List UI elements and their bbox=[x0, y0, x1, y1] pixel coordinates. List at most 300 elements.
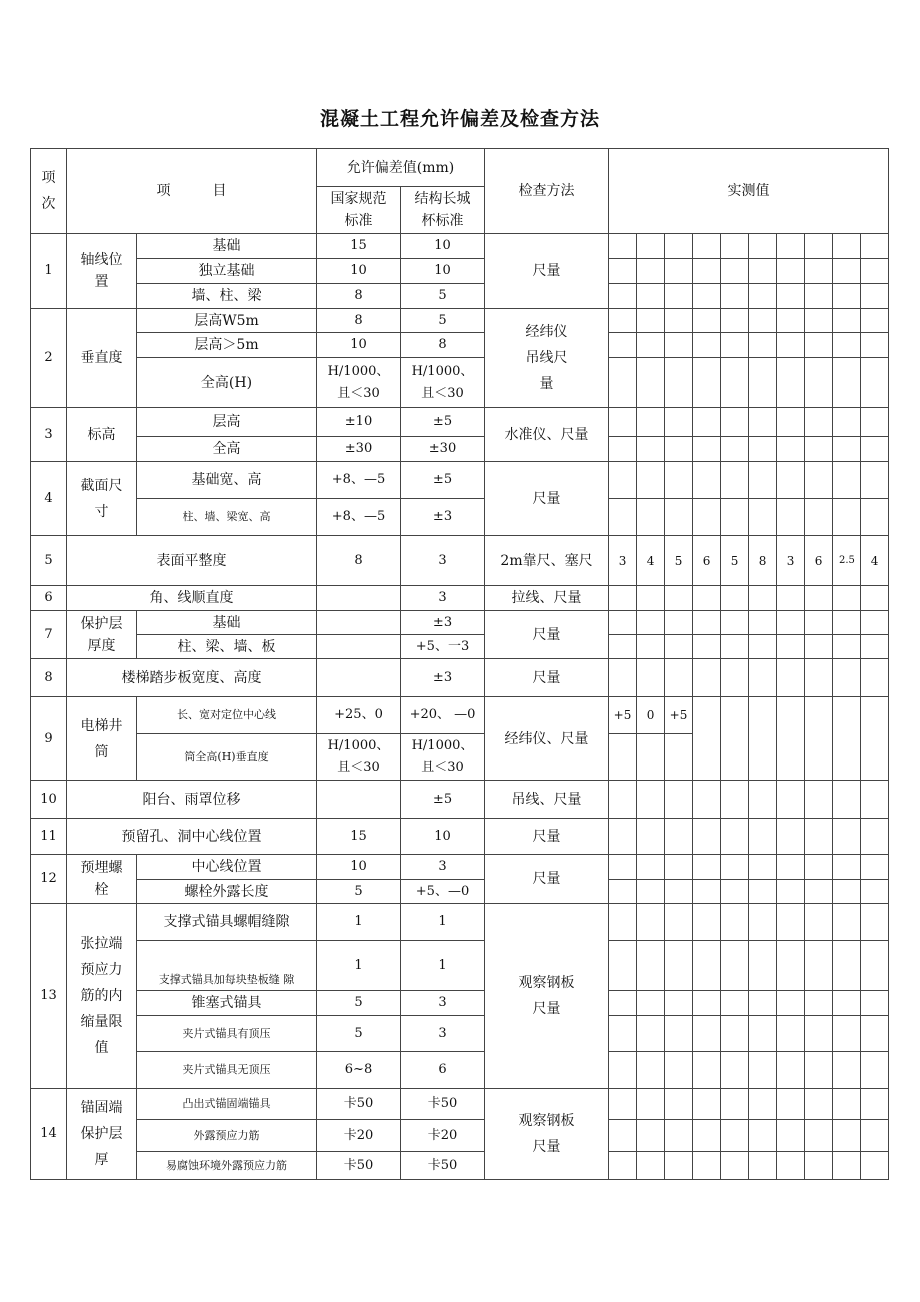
row-2-sub-1-company: 5 bbox=[401, 309, 485, 333]
measured-cell bbox=[693, 819, 721, 855]
measured-cell bbox=[777, 309, 805, 333]
measured-cell bbox=[777, 855, 805, 880]
measured-cell bbox=[693, 499, 721, 536]
measured-cell bbox=[721, 408, 749, 437]
measured-cell bbox=[665, 1152, 693, 1180]
measured-value: 5 bbox=[721, 536, 749, 586]
measured-cell bbox=[609, 611, 637, 635]
measured-cell bbox=[777, 880, 805, 904]
row-1-sub-2: 独立基础 bbox=[137, 259, 317, 284]
row-8-national bbox=[317, 659, 401, 697]
row-13-sub-4: 夹片式锚具有顶压 bbox=[137, 1016, 317, 1052]
measured-cell bbox=[721, 819, 749, 855]
measured-cell bbox=[637, 904, 665, 941]
row-3-name: 标高 bbox=[67, 408, 137, 462]
measured-cell bbox=[609, 991, 637, 1016]
measured-cell bbox=[805, 1152, 833, 1180]
row-13-sub-2-national: 1 bbox=[317, 941, 401, 991]
measured-cell bbox=[609, 333, 637, 358]
measured-cell bbox=[721, 734, 749, 781]
row-13-sub-2: 支撑式锚具加每块垫板缝 隙 bbox=[137, 941, 317, 991]
row-8-name: 楼梯踏步板宽度、高度 bbox=[67, 659, 317, 697]
measured-cell bbox=[861, 855, 889, 880]
measured-cell bbox=[777, 991, 805, 1016]
measured-cell bbox=[609, 499, 637, 536]
measured-cell bbox=[693, 941, 721, 991]
measured-cell bbox=[833, 819, 861, 855]
row-11-national: 15 bbox=[317, 819, 401, 855]
measured-cell bbox=[861, 781, 889, 819]
row-13-sub-2-company: 1 bbox=[401, 941, 485, 991]
measured-cell bbox=[665, 819, 693, 855]
header-allowance: 允许偏差值(mm) bbox=[317, 149, 485, 187]
row-2-sub-1-national: 8 bbox=[317, 309, 401, 333]
measured-cell bbox=[805, 437, 833, 462]
measured-cell bbox=[749, 462, 777, 499]
measured-value: 0 bbox=[637, 697, 665, 734]
measured-cell bbox=[777, 781, 805, 819]
measured-cell bbox=[749, 408, 777, 437]
measured-cell bbox=[693, 408, 721, 437]
measured-cell bbox=[805, 1120, 833, 1152]
measured-cell bbox=[637, 635, 665, 659]
measured-cell bbox=[609, 819, 637, 855]
measured-cell bbox=[721, 462, 749, 499]
measured-cell bbox=[665, 734, 693, 781]
measured-cell bbox=[693, 904, 721, 941]
measured-cell bbox=[749, 358, 777, 408]
row-10-national bbox=[317, 781, 401, 819]
row-2-no: 2 bbox=[31, 309, 67, 408]
measured-cell bbox=[861, 611, 889, 635]
measured-cell bbox=[805, 1089, 833, 1120]
measured-cell bbox=[777, 635, 805, 659]
measured-cell bbox=[777, 611, 805, 635]
row-10-no: 10 bbox=[31, 781, 67, 819]
measured-cell bbox=[609, 284, 637, 309]
measured-cell bbox=[777, 1120, 805, 1152]
measured-cell bbox=[693, 635, 721, 659]
measured-cell bbox=[637, 941, 665, 991]
row-5-company: 3 bbox=[401, 536, 485, 586]
measured-cell bbox=[861, 462, 889, 499]
row-5-national: 8 bbox=[317, 536, 401, 586]
row-6-method: 拉线、尺量 bbox=[485, 586, 609, 611]
row-13-sub-1: 支撑式锚具螺帽缝隙 bbox=[137, 904, 317, 941]
measured-cell bbox=[861, 234, 889, 259]
measured-cell bbox=[861, 358, 889, 408]
measured-cell bbox=[749, 1089, 777, 1120]
measured-cell bbox=[861, 586, 889, 611]
measured-cell bbox=[665, 358, 693, 408]
measured-cell bbox=[721, 635, 749, 659]
measured-cell bbox=[833, 408, 861, 437]
row-9-sub-1-national: +25、0 bbox=[317, 697, 401, 734]
measured-cell bbox=[777, 333, 805, 358]
measured-cell bbox=[665, 1089, 693, 1120]
measured-cell bbox=[833, 462, 861, 499]
measured-cell bbox=[637, 1120, 665, 1152]
measured-cell bbox=[609, 904, 637, 941]
measured-cell bbox=[637, 259, 665, 284]
measured-cell bbox=[693, 1052, 721, 1089]
row-2-sub-2-national: 10 bbox=[317, 333, 401, 358]
measured-cell bbox=[805, 819, 833, 855]
measured-value: 3 bbox=[609, 536, 637, 586]
measured-cell bbox=[833, 284, 861, 309]
measured-cell bbox=[609, 880, 637, 904]
measured-cell bbox=[693, 1120, 721, 1152]
measured-cell bbox=[833, 904, 861, 941]
header-national-standard: 国家规范标准 bbox=[317, 187, 401, 234]
measured-value: +5 bbox=[665, 697, 693, 734]
measured-cell bbox=[805, 635, 833, 659]
row-1-sub-3: 墙、柱、梁 bbox=[137, 284, 317, 309]
measured-cell bbox=[665, 611, 693, 635]
row-13-sub-3-national: 5 bbox=[317, 991, 401, 1016]
row-12-method: 尺量 bbox=[485, 855, 609, 904]
row-2-sub-3: 全高(H) bbox=[137, 358, 317, 408]
measured-cell bbox=[833, 611, 861, 635]
measured-cell bbox=[861, 437, 889, 462]
measured-cell bbox=[721, 1052, 749, 1089]
measured-cell bbox=[665, 234, 693, 259]
header-item: 项 目 bbox=[67, 149, 317, 234]
row-13-sub-1-company: 1 bbox=[401, 904, 485, 941]
measured-cell bbox=[777, 358, 805, 408]
row-12-name: 预埋螺栓 bbox=[67, 855, 137, 904]
row-12-no: 12 bbox=[31, 855, 67, 904]
measured-cell bbox=[609, 259, 637, 284]
measured-cell bbox=[693, 991, 721, 1016]
row-1-sub-2-company: 10 bbox=[401, 259, 485, 284]
measured-value: 4 bbox=[861, 536, 889, 586]
row-4-sub-2-company: ±3 bbox=[401, 499, 485, 536]
measured-cell bbox=[637, 234, 665, 259]
measured-cell bbox=[777, 284, 805, 309]
measured-cell bbox=[665, 462, 693, 499]
measured-cell bbox=[665, 333, 693, 358]
measured-cell bbox=[777, 1089, 805, 1120]
measured-cell bbox=[665, 437, 693, 462]
header-company-standard: 结构长城杯标准 bbox=[401, 187, 485, 234]
row-9-sub-1: 长、宽对定位中心线 bbox=[137, 697, 317, 734]
measured-cell bbox=[861, 941, 889, 991]
measured-cell bbox=[637, 499, 665, 536]
row-2-sub-1: 层高W5m bbox=[137, 309, 317, 333]
measured-cell bbox=[721, 259, 749, 284]
measured-cell bbox=[637, 991, 665, 1016]
measured-cell bbox=[749, 586, 777, 611]
row-7-name: 保护层厚度 bbox=[67, 611, 137, 659]
measured-cell bbox=[861, 1152, 889, 1180]
measured-cell bbox=[833, 781, 861, 819]
measured-cell bbox=[637, 333, 665, 358]
row-11-name: 预留孔、洞中心线位置 bbox=[67, 819, 317, 855]
measured-cell bbox=[861, 904, 889, 941]
measured-cell bbox=[805, 880, 833, 904]
measured-cell bbox=[609, 1120, 637, 1152]
measured-cell bbox=[637, 855, 665, 880]
measured-cell bbox=[833, 437, 861, 462]
measured-cell bbox=[833, 855, 861, 880]
measured-cell bbox=[693, 586, 721, 611]
measured-cell bbox=[693, 659, 721, 697]
row-7-sub-1-company: ±3 bbox=[401, 611, 485, 635]
row-2-method: 经纬仪吊线尺量 bbox=[485, 309, 609, 408]
measured-cell bbox=[861, 734, 889, 781]
measured-cell bbox=[805, 234, 833, 259]
measured-cell bbox=[665, 991, 693, 1016]
measured-cell bbox=[637, 309, 665, 333]
measured-cell bbox=[749, 991, 777, 1016]
measured-cell bbox=[637, 586, 665, 611]
row-7-sub-2-national bbox=[317, 635, 401, 659]
measured-cell bbox=[721, 991, 749, 1016]
measured-cell bbox=[637, 781, 665, 819]
row-3-sub-2-national: ±30 bbox=[317, 437, 401, 462]
measured-cell bbox=[777, 1052, 805, 1089]
measured-cell bbox=[721, 1152, 749, 1180]
measured-cell bbox=[721, 309, 749, 333]
row-12-sub-2: 螺栓外露长度 bbox=[137, 880, 317, 904]
measured-cell bbox=[665, 781, 693, 819]
measured-cell bbox=[805, 309, 833, 333]
measured-cell bbox=[749, 855, 777, 880]
measured-cell bbox=[693, 333, 721, 358]
row-6-name: 角、线顺直度 bbox=[67, 586, 317, 611]
measured-cell bbox=[833, 1052, 861, 1089]
row-14-method: 观察钢板尺量 bbox=[485, 1089, 609, 1180]
measured-cell bbox=[609, 855, 637, 880]
measured-cell bbox=[833, 309, 861, 333]
measured-cell bbox=[721, 499, 749, 536]
row-14-no: 14 bbox=[31, 1089, 67, 1180]
measured-cell bbox=[833, 659, 861, 697]
measured-cell bbox=[693, 611, 721, 635]
row-11-method: 尺量 bbox=[485, 819, 609, 855]
measured-value: +5 bbox=[609, 697, 637, 734]
measured-cell bbox=[609, 234, 637, 259]
measured-cell bbox=[777, 819, 805, 855]
measured-cell bbox=[721, 904, 749, 941]
row-9-sub-2-national: H/1000、且＜30 bbox=[317, 734, 401, 781]
row-4-sub-1-company: ±5 bbox=[401, 462, 485, 499]
measured-cell bbox=[861, 408, 889, 437]
row-14-sub-2-company: 卡20 bbox=[401, 1120, 485, 1152]
tolerance-table bbox=[30, 148, 889, 1180]
measured-cell bbox=[833, 259, 861, 284]
measured-cell bbox=[777, 941, 805, 991]
row-9-name: 电梯井筒 bbox=[67, 697, 137, 781]
measured-cell bbox=[833, 1016, 861, 1052]
row-1-sub-3-company: 5 bbox=[401, 284, 485, 309]
row-14-sub-2-national: 卡20 bbox=[317, 1120, 401, 1152]
row-6-no: 6 bbox=[31, 586, 67, 611]
measured-cell bbox=[721, 1120, 749, 1152]
measured-cell bbox=[609, 635, 637, 659]
measured-cell bbox=[777, 234, 805, 259]
measured-cell bbox=[693, 259, 721, 284]
measured-cell bbox=[749, 819, 777, 855]
measured-cell bbox=[693, 1016, 721, 1052]
row-4-sub-2-national: +8、—5 bbox=[317, 499, 401, 536]
row-14-name: 锚固端保护层厚 bbox=[67, 1089, 137, 1180]
row-11-company: 10 bbox=[401, 819, 485, 855]
row-13-sub-5: 夹片式锚具无顶压 bbox=[137, 1052, 317, 1089]
row-14-sub-3-company: 卡50 bbox=[401, 1152, 485, 1180]
measured-cell bbox=[861, 1052, 889, 1089]
measured-cell bbox=[721, 781, 749, 819]
row-14-sub-2: 外露预应力筋 bbox=[137, 1120, 317, 1152]
row-2-sub-3-company: H/1000、且＜30 bbox=[401, 358, 485, 408]
measured-cell bbox=[749, 941, 777, 991]
row-2-sub-2-company: 8 bbox=[401, 333, 485, 358]
measured-cell bbox=[749, 284, 777, 309]
measured-cell bbox=[609, 408, 637, 437]
measured-cell bbox=[861, 991, 889, 1016]
measured-value: 6 bbox=[693, 536, 721, 586]
measured-cell bbox=[637, 611, 665, 635]
measured-cell bbox=[805, 284, 833, 309]
measured-cell bbox=[805, 408, 833, 437]
row-7-sub-1: 基础 bbox=[137, 611, 317, 635]
measured-cell bbox=[721, 437, 749, 462]
row-5-name: 表面平整度 bbox=[67, 536, 317, 586]
row-4-sub-1: 基础宽、高 bbox=[137, 462, 317, 499]
row-13-name: 张拉端预应力筋的内缩量限值 bbox=[67, 904, 137, 1089]
measured-cell bbox=[721, 333, 749, 358]
measured-cell bbox=[665, 880, 693, 904]
measured-cell bbox=[749, 904, 777, 941]
measured-cell bbox=[693, 855, 721, 880]
measured-cell bbox=[637, 734, 665, 781]
row-3-sub-2-company: ±30 bbox=[401, 437, 485, 462]
measured-cell bbox=[693, 234, 721, 259]
measured-value: 2.5 bbox=[833, 536, 861, 586]
row-3-sub-1-national: ±10 bbox=[317, 408, 401, 437]
measured-cell bbox=[665, 586, 693, 611]
row-6-national bbox=[317, 586, 401, 611]
measured-cell bbox=[777, 586, 805, 611]
measured-cell bbox=[749, 1120, 777, 1152]
row-2-name: 垂直度 bbox=[67, 309, 137, 408]
row-8-company: ±3 bbox=[401, 659, 485, 697]
row-1-sub-1-national: 15 bbox=[317, 234, 401, 259]
measured-cell bbox=[665, 1052, 693, 1089]
measured-cell bbox=[805, 697, 833, 734]
row-8-method: 尺量 bbox=[485, 659, 609, 697]
row-3-method: 水准仪、尺量 bbox=[485, 408, 609, 462]
measured-cell bbox=[665, 259, 693, 284]
measured-cell bbox=[693, 309, 721, 333]
measured-cell bbox=[609, 309, 637, 333]
measured-cell bbox=[693, 781, 721, 819]
measured-cell bbox=[665, 635, 693, 659]
measured-cell bbox=[833, 1089, 861, 1120]
measured-cell bbox=[777, 904, 805, 941]
measured-cell bbox=[777, 697, 805, 734]
measured-cell bbox=[861, 309, 889, 333]
measured-cell bbox=[777, 408, 805, 437]
measured-cell bbox=[805, 904, 833, 941]
measured-cell bbox=[721, 1016, 749, 1052]
measured-cell bbox=[833, 635, 861, 659]
measured-cell bbox=[637, 1052, 665, 1089]
row-14-sub-3-national: 卡50 bbox=[317, 1152, 401, 1180]
measured-cell bbox=[805, 781, 833, 819]
measured-cell bbox=[749, 1052, 777, 1089]
measured-cell bbox=[749, 234, 777, 259]
measured-cell bbox=[637, 437, 665, 462]
row-10-method: 吊线、尺量 bbox=[485, 781, 609, 819]
measured-cell bbox=[609, 659, 637, 697]
row-9-method: 经纬仪、尺量 bbox=[485, 697, 609, 781]
measured-cell bbox=[721, 941, 749, 991]
measured-cell bbox=[693, 1152, 721, 1180]
measured-cell bbox=[665, 904, 693, 941]
measured-cell bbox=[693, 284, 721, 309]
measured-cell bbox=[693, 880, 721, 904]
measured-cell bbox=[749, 499, 777, 536]
measured-cell bbox=[861, 697, 889, 734]
measured-cell bbox=[609, 1089, 637, 1120]
measured-cell bbox=[749, 734, 777, 781]
measured-cell bbox=[609, 437, 637, 462]
row-4-no: 4 bbox=[31, 462, 67, 536]
measured-cell bbox=[609, 781, 637, 819]
row-13-sub-1-national: 1 bbox=[317, 904, 401, 941]
measured-cell bbox=[665, 309, 693, 333]
measured-cell bbox=[665, 659, 693, 697]
measured-cell bbox=[609, 1016, 637, 1052]
measured-cell bbox=[805, 991, 833, 1016]
measured-cell bbox=[721, 1089, 749, 1120]
row-14-sub-1-national: 卡50 bbox=[317, 1089, 401, 1120]
row-2-sub-3-national: H/1000、且＜30 bbox=[317, 358, 401, 408]
row-7-method: 尺量 bbox=[485, 611, 609, 659]
measured-cell bbox=[609, 358, 637, 408]
measured-cell bbox=[833, 234, 861, 259]
measured-cell bbox=[749, 437, 777, 462]
measured-cell bbox=[861, 284, 889, 309]
measured-cell bbox=[861, 1089, 889, 1120]
measured-cell bbox=[833, 941, 861, 991]
measured-cell bbox=[861, 635, 889, 659]
measured-cell bbox=[861, 259, 889, 284]
header-seq: 项次 bbox=[31, 149, 67, 234]
measured-cell bbox=[749, 1152, 777, 1180]
measured-cell bbox=[609, 734, 637, 781]
measured-cell bbox=[749, 333, 777, 358]
measured-cell bbox=[749, 880, 777, 904]
measured-cell bbox=[749, 697, 777, 734]
measured-cell bbox=[749, 781, 777, 819]
measured-cell bbox=[833, 499, 861, 536]
row-13-sub-3-company: 3 bbox=[401, 991, 485, 1016]
row-10-company: ±5 bbox=[401, 781, 485, 819]
measured-cell bbox=[693, 437, 721, 462]
row-7-sub-2-company: +5、一3 bbox=[401, 635, 485, 659]
measured-cell bbox=[637, 819, 665, 855]
row-6-company: 3 bbox=[401, 586, 485, 611]
measured-cell bbox=[833, 697, 861, 734]
measured-cell bbox=[777, 1152, 805, 1180]
measured-cell bbox=[721, 855, 749, 880]
row-13-sub-3: 锥塞式锚具 bbox=[137, 991, 317, 1016]
measured-cell bbox=[805, 1052, 833, 1089]
row-1-sub-1-company: 10 bbox=[401, 234, 485, 259]
